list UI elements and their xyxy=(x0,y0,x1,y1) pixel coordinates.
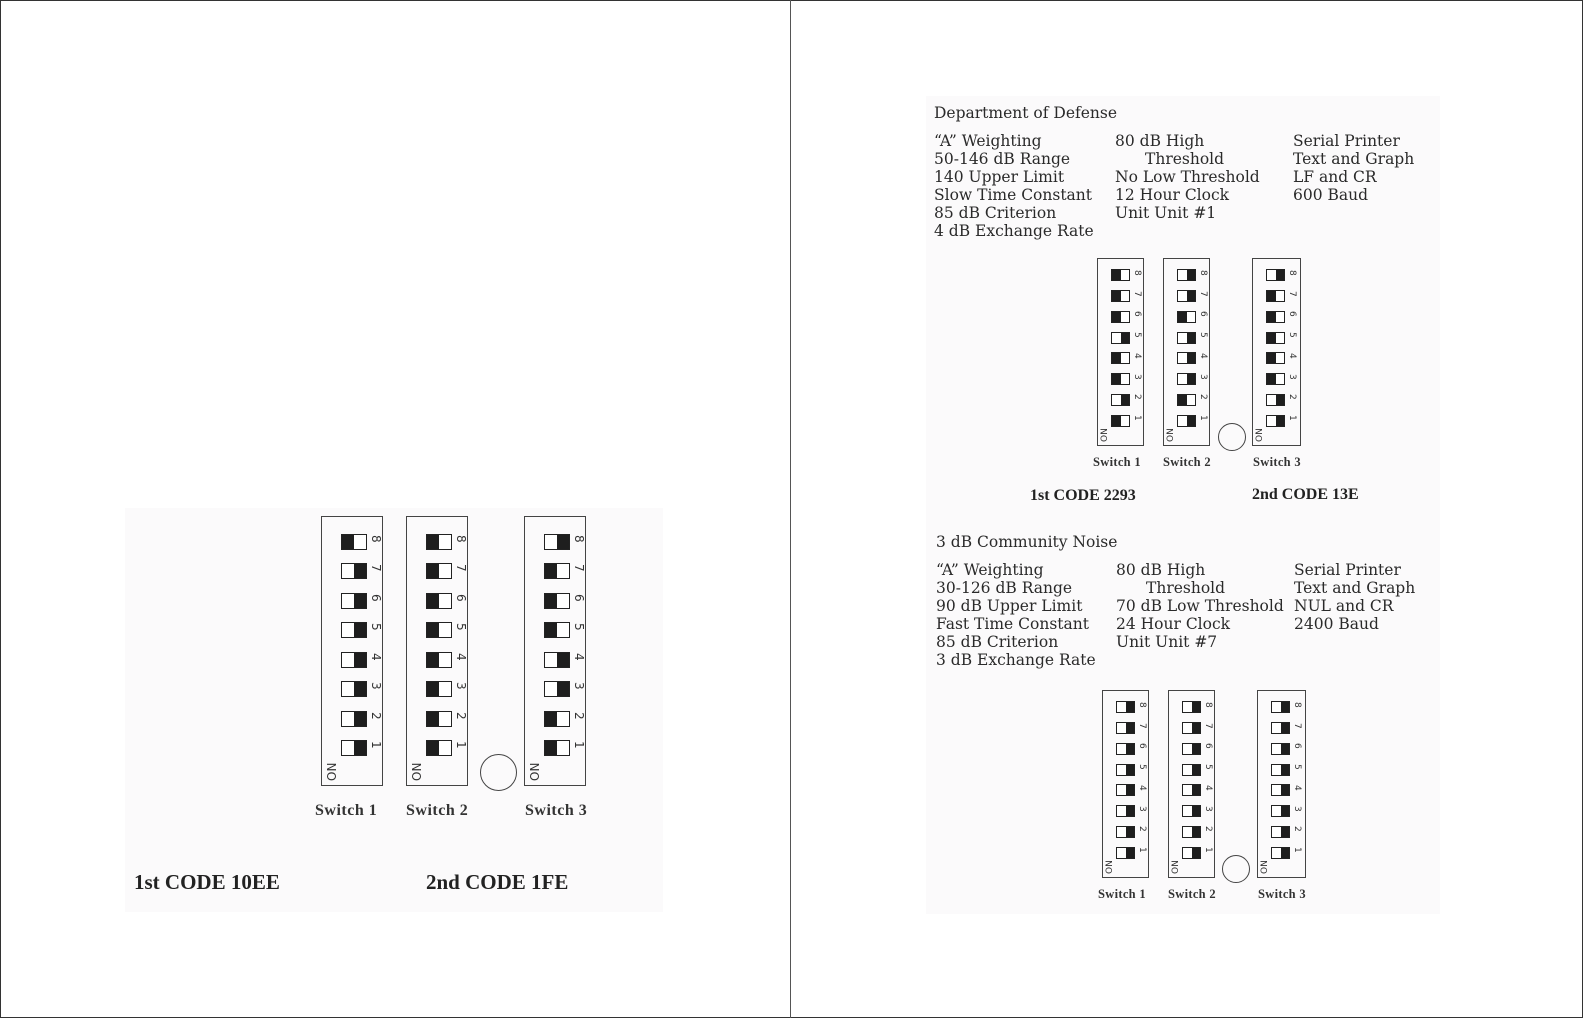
setting-line: 2400 Baud xyxy=(1294,615,1379,633)
section-2-title: 3 dB Community Noise xyxy=(936,533,1118,551)
dip-toggle xyxy=(544,563,570,579)
dip-toggle-knob xyxy=(557,653,569,667)
dip-toggle-knob xyxy=(427,623,439,637)
dip-toggle xyxy=(426,593,452,609)
dip-toggle xyxy=(544,740,570,756)
dip-toggle-knob xyxy=(545,741,557,755)
setting-line: 80 dB High xyxy=(1115,132,1205,150)
dip-toggle xyxy=(1116,764,1135,776)
dip-toggle xyxy=(1177,352,1196,364)
dip-toggle-knob xyxy=(354,741,366,755)
reference-circle xyxy=(480,754,517,791)
dip-toggle-knob xyxy=(1281,785,1290,795)
dip-position-number: 5 xyxy=(1198,332,1208,338)
dip-position-number: 3 xyxy=(1137,805,1147,812)
dip-position-number: 6 xyxy=(1287,311,1297,318)
dip-toggle xyxy=(1271,722,1290,734)
dip-position-number: 2 xyxy=(572,711,586,720)
dip-position-number: 8 xyxy=(572,534,586,543)
dip-position-number: 3 xyxy=(369,682,383,690)
dip-position-number: 7 xyxy=(1203,722,1213,729)
setting-line: 24 Hour Clock xyxy=(1116,615,1231,633)
dip-toggle xyxy=(1266,311,1285,323)
dip-position-number: 2 xyxy=(369,711,383,720)
dip-position-number: 2 xyxy=(1132,394,1142,401)
dip-position-number: 6 xyxy=(1137,743,1147,750)
dip-position-number: 1 xyxy=(454,741,468,749)
dip-toggle-knob xyxy=(1267,312,1276,322)
dip-position-number: 1 xyxy=(1198,415,1208,421)
setting-line: Text and Graph xyxy=(1294,579,1416,597)
dip-toggle xyxy=(1111,415,1130,427)
dip-toggle-knob xyxy=(1281,702,1290,712)
setting-line: NUL and CR xyxy=(1294,597,1394,615)
dip-position-number: 8 xyxy=(369,534,383,543)
dip-toggle-knob xyxy=(1192,827,1201,837)
dip-toggle xyxy=(1177,373,1196,385)
dip-toggle xyxy=(341,740,367,756)
left-switch-2 xyxy=(406,516,468,786)
dip-position-number: 3 xyxy=(1198,373,1208,380)
dip-toggle xyxy=(1182,826,1201,838)
on-label: ON xyxy=(1255,428,1265,442)
on-label: ON xyxy=(325,762,339,781)
dip-toggle-knob xyxy=(1112,291,1121,301)
section-2-col-1 xyxy=(936,561,1096,669)
setting-line: Unit Unit #7 xyxy=(1116,633,1218,651)
dip-toggle-knob xyxy=(1112,312,1121,322)
dip-toggle-knob xyxy=(1126,765,1135,775)
setting-line: 85 dB Criterion xyxy=(934,204,1057,222)
dip-toggle-knob xyxy=(1121,333,1130,343)
dip-toggle xyxy=(426,563,452,579)
dip-position-number: 3 xyxy=(1287,373,1297,380)
dip-toggle-knob xyxy=(1187,416,1196,426)
dip-toggle-knob xyxy=(1112,353,1121,363)
dip-position-number: 6 xyxy=(1203,743,1213,750)
dip-position-number: 5 xyxy=(454,623,468,631)
left-switch-label-3: Switch 3 xyxy=(525,802,588,819)
dip-position-number: 8 xyxy=(1132,269,1142,276)
dip-toggle-knob xyxy=(1267,333,1276,343)
dip-toggle-knob xyxy=(1281,744,1290,754)
setting-line: Threshold xyxy=(1146,579,1226,597)
dip-position-number: 4 xyxy=(572,652,586,661)
section-1-switch-label-1: Switch 1 xyxy=(1093,455,1141,469)
dip-toggle xyxy=(1111,352,1130,364)
dip-toggle xyxy=(341,622,367,638)
dip-position-number: 1 xyxy=(369,741,383,749)
dip-toggle-knob xyxy=(354,682,366,696)
dip-toggle-knob xyxy=(1192,702,1201,712)
dip-position-number: 7 xyxy=(1287,290,1297,297)
dip-toggle xyxy=(1266,352,1285,364)
dip-toggle-knob xyxy=(1112,416,1121,426)
dip-toggle xyxy=(1111,290,1130,302)
on-label: ON xyxy=(1166,428,1176,442)
dip-toggle xyxy=(1111,373,1130,385)
dip-toggle xyxy=(1177,269,1196,281)
dip-toggle xyxy=(544,681,570,697)
setting-line: “A” Weighting xyxy=(934,132,1042,150)
dip-toggle-knob xyxy=(427,653,439,667)
dip-toggle xyxy=(1271,805,1290,817)
dip-toggle-knob xyxy=(1281,848,1290,858)
setting-line: Serial Printer xyxy=(1293,132,1400,150)
dip-position-number: 2 xyxy=(454,711,468,720)
dip-toggle xyxy=(426,534,452,550)
dip-position-number: 7 xyxy=(1132,290,1142,297)
dip-toggle-knob xyxy=(1126,744,1135,754)
setting-line: 50-146 dB Range xyxy=(934,150,1071,168)
dip-position-number: 3 xyxy=(1203,805,1213,812)
dip-toggle xyxy=(1177,415,1196,427)
dip-position-number: 1 xyxy=(1203,847,1213,853)
dip-position-number: 5 xyxy=(1132,332,1142,338)
dip-toggle xyxy=(426,622,452,638)
setting-line: No Low Threshold xyxy=(1115,168,1260,186)
dip-toggle-knob xyxy=(545,712,557,726)
dip-toggle xyxy=(1182,805,1201,817)
dip-position-number: 7 xyxy=(1137,722,1147,729)
dip-toggle xyxy=(341,711,367,727)
dip-toggle xyxy=(1177,394,1196,406)
dip-toggle-knob xyxy=(1126,785,1135,795)
on-label: ON xyxy=(528,762,542,781)
setting-line: Unit Unit #1 xyxy=(1115,204,1217,222)
dip-position-number: 1 xyxy=(572,741,586,749)
section-1-second-code: 2nd CODE 13E xyxy=(1252,486,1359,503)
setting-line: Threshold xyxy=(1145,150,1225,168)
dip-position-number: 4 xyxy=(369,652,383,661)
section-2-switch-3 xyxy=(1257,690,1306,878)
dip-toggle xyxy=(1177,290,1196,302)
dip-position-number: 8 xyxy=(1292,701,1302,708)
dip-position-number: 5 xyxy=(369,623,383,631)
dip-toggle xyxy=(1116,722,1135,734)
section-1-title: Department of Defense xyxy=(934,104,1118,122)
reference-circle xyxy=(1222,855,1250,883)
setting-line: “A” Weighting xyxy=(936,561,1044,579)
dip-toggle xyxy=(1271,764,1290,776)
section-1-col-1 xyxy=(934,132,1094,240)
dip-toggle xyxy=(341,534,367,550)
dip-toggle xyxy=(544,593,570,609)
section-2-switch-1 xyxy=(1102,690,1149,878)
setting-line: 600 Baud xyxy=(1293,186,1369,204)
dip-toggle xyxy=(426,652,452,668)
dip-toggle-knob xyxy=(1126,848,1135,858)
dip-position-number: 5 xyxy=(1287,332,1297,338)
setting-line: 70 dB Low Threshold xyxy=(1116,597,1284,615)
dip-position-number: 7 xyxy=(1292,722,1302,729)
dip-position-number: 7 xyxy=(572,564,586,572)
dip-toggle-knob xyxy=(1281,765,1290,775)
setting-line: Text and Graph xyxy=(1293,150,1415,168)
section-2-switch-label-2: Switch 2 xyxy=(1168,887,1216,901)
dip-toggle-knob xyxy=(1187,374,1196,384)
dip-toggle-knob xyxy=(354,653,366,667)
dip-toggle-knob xyxy=(1281,827,1290,837)
left-switch-label-2: Switch 2 xyxy=(406,802,469,819)
on-label: ON xyxy=(1105,860,1115,874)
dip-toggle xyxy=(1182,847,1201,859)
dip-toggle-knob xyxy=(545,623,557,637)
setting-line: 30-126 dB Range xyxy=(936,579,1073,597)
setting-line: Fast Time Constant xyxy=(936,615,1089,633)
dip-toggle xyxy=(1111,332,1130,344)
dip-toggle xyxy=(426,711,452,727)
dip-toggle xyxy=(1266,394,1285,406)
dip-toggle-knob xyxy=(1267,353,1276,363)
dip-position-number: 3 xyxy=(572,682,586,690)
dip-toggle-knob xyxy=(1126,827,1135,837)
setting-line: 4 dB Exchange Rate xyxy=(934,222,1094,240)
dip-toggle xyxy=(544,711,570,727)
setting-line: LF and CR xyxy=(1293,168,1377,186)
section-1-switch-label-2: Switch 2 xyxy=(1163,455,1211,469)
dip-toggle xyxy=(341,563,367,579)
dip-toggle-knob xyxy=(354,594,366,608)
setting-line: 12 Hour Clock xyxy=(1115,186,1230,204)
dip-position-number: 5 xyxy=(572,623,586,631)
setting-line: 80 dB High xyxy=(1116,561,1206,579)
dip-toggle-knob xyxy=(1192,723,1201,733)
dip-toggle xyxy=(341,652,367,668)
dip-position-number: 6 xyxy=(1292,743,1302,750)
dip-position-number: 4 xyxy=(1292,784,1302,791)
dip-toggle xyxy=(1271,743,1290,755)
dip-position-number: 6 xyxy=(1198,311,1208,318)
dip-toggle-knob xyxy=(1192,765,1201,775)
dip-position-number: 4 xyxy=(1203,784,1213,791)
dip-position-number: 7 xyxy=(454,564,468,572)
dip-position-number: 4 xyxy=(1132,352,1142,359)
dip-toggle xyxy=(1266,332,1285,344)
dip-position-number: 3 xyxy=(1132,373,1142,380)
section-1-switch-2 xyxy=(1163,258,1210,446)
dip-toggle xyxy=(1182,722,1201,734)
dip-toggle xyxy=(1271,701,1290,713)
left-switch-1 xyxy=(321,516,383,786)
dip-toggle xyxy=(1266,290,1285,302)
dip-toggle-knob xyxy=(1187,270,1196,280)
dip-toggle xyxy=(1182,764,1201,776)
dip-position-number: 2 xyxy=(1203,826,1213,833)
dip-toggle xyxy=(341,593,367,609)
left-first-code: 1st CODE 10EE xyxy=(134,870,280,894)
dip-toggle-knob xyxy=(1267,374,1276,384)
dip-toggle-knob xyxy=(1192,785,1201,795)
dip-toggle-knob xyxy=(1192,806,1201,816)
dip-position-number: 2 xyxy=(1287,394,1297,401)
left-switch-3 xyxy=(524,516,586,786)
dip-toggle-knob xyxy=(1276,395,1285,405)
right-settings-panel xyxy=(926,96,1440,914)
dip-position-number: 1 xyxy=(1292,847,1302,853)
dip-position-number: 6 xyxy=(1132,311,1142,318)
setting-line: 140 Upper Limit xyxy=(934,168,1065,186)
dip-position-number: 1 xyxy=(1132,415,1142,421)
dip-toggle xyxy=(1177,332,1196,344)
dip-toggle xyxy=(1182,784,1201,796)
dip-toggle-knob xyxy=(1112,270,1121,280)
dip-toggle xyxy=(1116,847,1135,859)
dip-toggle xyxy=(1116,784,1135,796)
section-2-col-3 xyxy=(1294,561,1415,633)
dip-toggle xyxy=(426,681,452,697)
dip-toggle-knob xyxy=(1192,848,1201,858)
setting-line: Serial Printer xyxy=(1294,561,1401,579)
dip-toggle-knob xyxy=(342,535,354,549)
setting-line: 90 dB Upper Limit xyxy=(936,597,1083,615)
dip-toggle-knob xyxy=(1281,723,1290,733)
reference-circle xyxy=(1218,423,1246,451)
dip-position-number: 7 xyxy=(369,564,383,572)
dip-toggle xyxy=(1271,784,1290,796)
dip-toggle-knob xyxy=(1178,395,1187,405)
on-label: ON xyxy=(410,762,424,781)
section-1-first-code: 1st CODE 2293 xyxy=(1030,487,1136,504)
dip-toggle xyxy=(426,740,452,756)
dip-position-number: 5 xyxy=(1137,764,1147,770)
section-1-col-2 xyxy=(1115,132,1260,222)
dip-toggle-knob xyxy=(545,564,557,578)
section-1-switch-label-3: Switch 3 xyxy=(1253,455,1301,469)
dip-toggle xyxy=(1111,311,1130,323)
dip-position-number: 1 xyxy=(1287,415,1297,421)
left-switch-panel xyxy=(125,508,663,912)
dip-toggle-knob xyxy=(1121,395,1130,405)
dip-toggle xyxy=(1271,847,1290,859)
dip-toggle-knob xyxy=(1178,312,1187,322)
dip-position-number: 8 xyxy=(1137,701,1147,708)
dip-toggle xyxy=(1177,311,1196,323)
dip-toggle-knob xyxy=(354,623,366,637)
dip-position-number: 8 xyxy=(1198,269,1208,276)
dip-toggle xyxy=(1111,394,1130,406)
dip-toggle-knob xyxy=(557,535,569,549)
dip-toggle xyxy=(1271,826,1290,838)
on-label: ON xyxy=(1171,860,1181,874)
dip-position-number: 3 xyxy=(1292,805,1302,812)
dip-toggle-knob xyxy=(1276,270,1285,280)
dip-toggle-knob xyxy=(557,682,569,696)
dip-position-number: 6 xyxy=(454,593,468,602)
dip-toggle-knob xyxy=(1126,702,1135,712)
dip-toggle xyxy=(544,652,570,668)
dip-toggle-knob xyxy=(427,594,439,608)
dip-toggle xyxy=(544,534,570,550)
setting-line: 3 dB Exchange Rate xyxy=(936,651,1096,669)
dip-toggle-knob xyxy=(1126,723,1135,733)
dip-position-number: 6 xyxy=(369,593,383,602)
dip-position-number: 5 xyxy=(1203,764,1213,770)
dip-toggle xyxy=(1116,805,1135,817)
dip-position-number: 7 xyxy=(1198,290,1208,297)
dip-position-number: 8 xyxy=(1287,269,1297,276)
dip-position-number: 2 xyxy=(1198,394,1208,401)
dip-toggle xyxy=(1182,701,1201,713)
dip-toggle xyxy=(1116,701,1135,713)
section-1-switch-1 xyxy=(1097,258,1144,446)
dip-toggle xyxy=(1266,373,1285,385)
dip-toggle-knob xyxy=(427,682,439,696)
dip-position-number: 8 xyxy=(454,534,468,543)
dip-position-number: 4 xyxy=(1198,352,1208,359)
on-label: ON xyxy=(1260,860,1270,874)
dip-toggle xyxy=(1182,743,1201,755)
dip-toggle-knob xyxy=(1276,416,1285,426)
section-2-switch-label-3: Switch 3 xyxy=(1258,887,1306,901)
section-2-switch-2 xyxy=(1168,690,1215,878)
dip-toggle-knob xyxy=(1187,333,1196,343)
section-2-col-2 xyxy=(1116,561,1284,651)
dip-position-number: 3 xyxy=(454,682,468,690)
section-1-switch-3 xyxy=(1252,258,1301,446)
dip-toggle xyxy=(1116,743,1135,755)
on-label: ON xyxy=(1100,428,1110,442)
dip-position-number: 2 xyxy=(1137,826,1147,833)
dip-toggle-knob xyxy=(1192,744,1201,754)
dip-position-number: 4 xyxy=(1137,784,1147,791)
section-2-switch-label-1: Switch 1 xyxy=(1098,887,1146,901)
page-divider xyxy=(790,0,791,1018)
dip-position-number: 5 xyxy=(1292,764,1302,770)
dip-position-number: 4 xyxy=(454,652,468,661)
dip-toggle xyxy=(341,681,367,697)
dip-toggle xyxy=(1116,826,1135,838)
dip-toggle-knob xyxy=(1187,291,1196,301)
left-second-code: 2nd CODE 1FE xyxy=(426,870,569,894)
setting-line: Slow Time Constant xyxy=(934,186,1093,204)
dip-position-number: 1 xyxy=(1137,847,1147,853)
dip-position-number: 6 xyxy=(572,593,586,602)
dip-toggle-knob xyxy=(427,564,439,578)
dip-toggle-knob xyxy=(1281,806,1290,816)
dip-toggle-knob xyxy=(1267,291,1276,301)
dip-toggle-knob xyxy=(354,712,366,726)
section-1-col-3 xyxy=(1293,132,1414,204)
dip-toggle-knob xyxy=(545,594,557,608)
left-switch-label-1: Switch 1 xyxy=(315,802,378,819)
dip-toggle-knob xyxy=(1126,806,1135,816)
dip-toggle-knob xyxy=(1112,374,1121,384)
dip-toggle-knob xyxy=(1187,353,1196,363)
dip-toggle xyxy=(544,622,570,638)
dip-position-number: 4 xyxy=(1287,352,1297,359)
dip-toggle xyxy=(1266,269,1285,281)
dip-toggle-knob xyxy=(354,564,366,578)
dip-toggle-knob xyxy=(427,741,439,755)
dip-toggle xyxy=(1266,415,1285,427)
dip-toggle-knob xyxy=(427,535,439,549)
dip-toggle-knob xyxy=(427,712,439,726)
dip-position-number: 8 xyxy=(1203,701,1213,708)
setting-line: 85 dB Criterion xyxy=(936,633,1059,651)
dip-toggle xyxy=(1111,269,1130,281)
dip-position-number: 2 xyxy=(1292,826,1302,833)
